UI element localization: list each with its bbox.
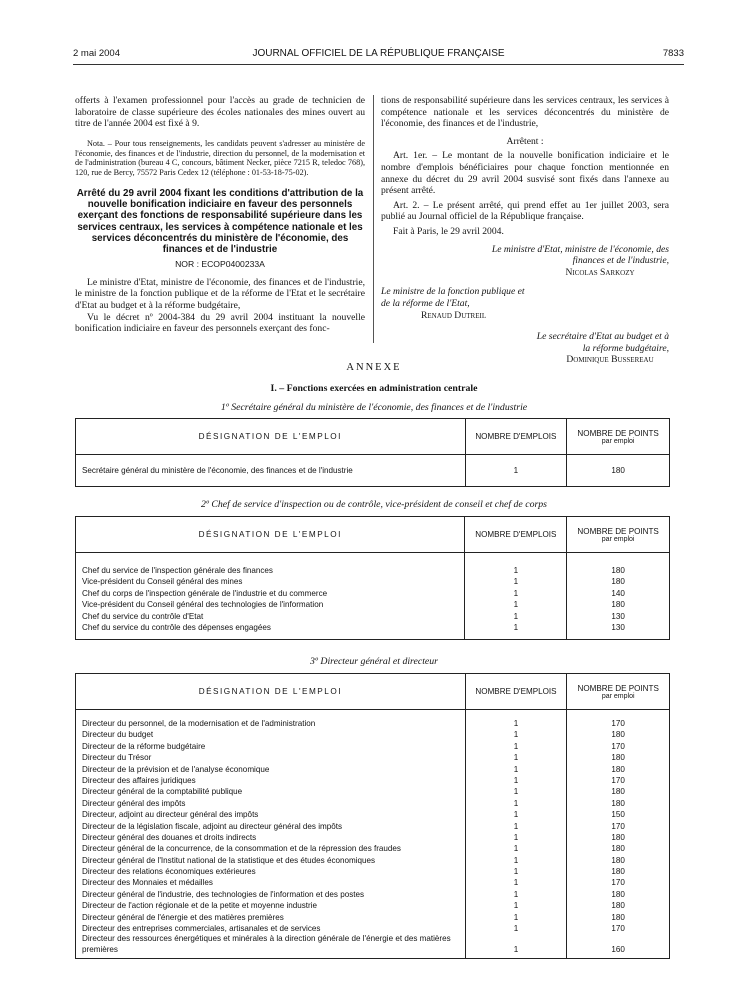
points-cell: 180 bbox=[611, 764, 625, 774]
subsection-1-title: 1º Secrétaire général du ministère de l'économie, des finances et de l'industrie bbox=[220, 402, 528, 413]
table-chefs-de-service bbox=[75, 516, 670, 640]
points-cell: 180 bbox=[611, 832, 625, 842]
table-row: Directeur général de la comptabilité publique bbox=[82, 787, 243, 797]
fait-line: Fait à Paris, le 29 avril 2004. bbox=[393, 225, 504, 237]
header-rule bbox=[73, 64, 684, 65]
table-row: Directeur général des douanes et droits indirects bbox=[82, 832, 257, 842]
points-cell: 170 bbox=[611, 821, 625, 831]
points-cell: 180 bbox=[567, 455, 670, 487]
right-column bbox=[381, 95, 669, 366]
points-cell: 150 bbox=[611, 810, 625, 820]
journal-title: JOURNAL OFFICIEL DE LA RÉPUBLIQUE FRANÇAISE bbox=[252, 48, 505, 59]
header-nombre-points: NOMBRE DE POINTS par emploi bbox=[567, 419, 670, 455]
arretent-line: Arrêtent : bbox=[506, 135, 544, 147]
table-row: Directeur général des impôts bbox=[82, 798, 186, 808]
emplois-cell: 1 bbox=[513, 577, 519, 587]
emplois-list bbox=[465, 710, 567, 959]
intro-paragraph: offerts à l'examen professionnel pour l'accès au grade de technicien de laboratoire de classe supérieure des écoles nationales des mines ouvert au titre de l'année 2004 est fixé à 9. bbox=[75, 95, 365, 130]
table-row: Secrétaire général du ministère de l'économie, des finances et de l'industrie bbox=[76, 455, 466, 487]
points-cell: 160 bbox=[611, 945, 625, 955]
points-cell: 180 bbox=[611, 912, 625, 922]
signature-1 bbox=[381, 244, 669, 279]
table-row: Directeur de la législation fiscale, adjoint au directeur général des impôts bbox=[82, 821, 343, 831]
points-list bbox=[567, 710, 670, 959]
emplois-cell: 1 bbox=[513, 798, 519, 808]
emplois-cell: 1 bbox=[513, 622, 519, 632]
subsection-3-title: 3º Directeur général et directeur bbox=[309, 656, 438, 667]
table-row: Directeur des ressources énergétiques et minérales à la direction générale de l'énergie et des matières premières bbox=[82, 934, 451, 955]
points-cell: 180 bbox=[611, 600, 625, 610]
table-row: Directeur de la prévision et de l'analyse économique bbox=[82, 764, 270, 774]
table-row: Directeur du Trésor bbox=[82, 753, 152, 763]
points-cell: 180 bbox=[611, 787, 625, 797]
designation-list bbox=[76, 710, 466, 959]
table-row: Directeur des entreprises commerciales, artisanales et de services bbox=[82, 924, 321, 934]
header-designation: DÉSIGNATION DE L'EMPLOI bbox=[76, 419, 466, 455]
preamble-paragraph: Le ministre d'Etat, ministre de l'économie, des finances et de l'industrie, le ministre de la fonction publique et de la réforme de l'Etat et le secrétaire d'Etat au budget et à la réforme budgétaire, bbox=[75, 276, 365, 311]
table-row: Directeur de l'action régionale et de la petite et moyenne industrie bbox=[82, 901, 318, 911]
emplois-cell: 1 bbox=[513, 901, 519, 911]
header-designation: DÉSIGNATION DE L'EMPLOI bbox=[76, 517, 465, 553]
points-cell: 180 bbox=[611, 855, 625, 865]
points-cell: 170 bbox=[611, 741, 625, 751]
vu-paragraph: Vu le décret nº 2004-384 du 29 avril 2004 instituant la nouvelle bonification indiciaire en faveur des personnels exerçant des fonc- bbox=[75, 311, 365, 335]
emplois-cell: 1 bbox=[513, 821, 519, 831]
emplois-cell: 1 bbox=[513, 775, 519, 785]
table-row: Chef du service du contrôle d'Etat bbox=[82, 611, 204, 621]
table-row: Vice-président du Conseil général des technologies de l'information bbox=[82, 600, 324, 610]
subsection-2-title: 2º Chef de service d'inspection ou de contrôle, vice-président de conseil et chef de corps bbox=[200, 499, 547, 510]
table-row: Chef du service du contrôle des dépenses engagées bbox=[82, 622, 271, 632]
header-nombre-emplois: NOMBRE D'EMPLOIS bbox=[465, 419, 567, 455]
signature-1-name: Nicolas Sarkozy bbox=[565, 266, 635, 278]
emplois-cell: 1 bbox=[513, 741, 519, 751]
points-list bbox=[567, 553, 670, 640]
header-nombre-points: NOMBRE DE POINTS par emploi bbox=[567, 674, 670, 710]
points-cell: 180 bbox=[611, 730, 625, 740]
emplois-cell: 1 bbox=[513, 867, 519, 877]
table-row: Directeur du personnel, de la modernisation et de l'administration bbox=[82, 719, 316, 728]
emplois-cell: 1 bbox=[513, 924, 519, 934]
emplois-cell: 1 bbox=[513, 611, 519, 621]
signature-3-title: Le secrétaire d'Etat au budget et à la réforme budgétaire, bbox=[536, 331, 669, 354]
article-2: Art. 2. – Le présent arrêté, qui prend effet au 1er juillet 2003, sera publié au Journal officiel de la République française. bbox=[381, 199, 669, 223]
table-row: Directeur, adjoint au directeur général des impôts bbox=[82, 810, 259, 820]
table-row: Directeur général de l'industrie, des technologies de l'information et des postes bbox=[82, 889, 365, 899]
signature-1-title: Le ministre d'Etat, ministre de l'économie, des finances et de l'industrie, bbox=[491, 243, 669, 267]
points-cell: 180 bbox=[611, 566, 625, 575]
emplois-cell: 1 bbox=[513, 889, 519, 899]
emplois-cell: 1 bbox=[513, 810, 519, 820]
header-nombre-points: NOMBRE DE POINTS par emploi bbox=[567, 517, 670, 553]
nota-paragraph: Nota. – Pour tous renseignements, les candidats peuvent s'adresser au ministère de l'économie, des finances et de l'industrie, direction du personnel, de la modernisation et de l'administration (bureau 4 C, concours, bâtiment Necker, pièce 7215 R, teledoc 768), 120, rue de Bercy, 75572 Paris Cedex 12 (téléphone : 01-53-18-75-02). bbox=[75, 138, 365, 178]
arrete-title: Arrêté du 29 avril 2004 fixant les conditions d'attribution de la nouvelle bonification indiciaire en faveur des personnels exerçant des fonctions de responsabilité supérieure dans les services centraux, les services à compétence nationale et les services déconcentrés du ministère de l'économie, des finances et de l'industrie bbox=[76, 187, 364, 255]
points-cell: 140 bbox=[611, 588, 625, 598]
points-cell: 180 bbox=[611, 867, 625, 877]
emplois-cell: 1 bbox=[465, 455, 567, 487]
emplois-cell: 1 bbox=[513, 912, 519, 922]
points-cell: 180 bbox=[611, 798, 625, 808]
points-cell: 170 bbox=[611, 719, 625, 728]
emplois-cell: 1 bbox=[513, 787, 519, 797]
emplois-cell: 1 bbox=[513, 855, 519, 865]
emplois-cell: 1 bbox=[513, 764, 519, 774]
table-row: Directeur de la réforme budgétaire bbox=[82, 741, 206, 751]
table-row: Directeur des relations économiques extérieures bbox=[82, 867, 256, 877]
header-nombre-emplois: NOMBRE D'EMPLOIS bbox=[465, 517, 567, 553]
points-cell: 170 bbox=[611, 924, 625, 934]
table-row: Chef du service de l'inspection générale des finances bbox=[82, 566, 273, 575]
emplois-cell: 1 bbox=[513, 588, 519, 598]
header-date: 2 mai 2004 bbox=[73, 48, 121, 59]
points-cell: 180 bbox=[611, 889, 625, 899]
signature-3 bbox=[381, 331, 669, 366]
emplois-cell: 1 bbox=[513, 730, 519, 740]
annexe-title: ANNEXE bbox=[346, 362, 402, 373]
continuation-paragraph: tions de responsabilité supérieure dans les services centraux, les services à compétence nationale et les services déconcentrés du ministère de l'économie, des finances et de l'industrie, bbox=[381, 95, 669, 130]
points-cell: 170 bbox=[611, 878, 625, 888]
points-cell: 130 bbox=[611, 611, 625, 621]
emplois-cell: 1 bbox=[513, 753, 519, 763]
header-designation: DÉSIGNATION DE L'EMPLOI bbox=[76, 674, 466, 710]
emplois-list bbox=[465, 553, 567, 640]
table-row: Directeur général de l'énergie et des matières premières bbox=[82, 912, 284, 922]
nor-reference: NOR : ECOP0400233A bbox=[175, 259, 265, 270]
table-directeurs bbox=[75, 673, 670, 959]
signature-2-name: Renaud Dutreil bbox=[421, 309, 487, 321]
column-divider bbox=[373, 95, 374, 343]
table-row: Directeur des affaires juridiques bbox=[82, 775, 196, 785]
signature-2 bbox=[381, 286, 669, 321]
points-cell: 130 bbox=[611, 622, 625, 632]
emplois-cell: 1 bbox=[513, 832, 519, 842]
emplois-cell: 1 bbox=[513, 566, 519, 575]
signature-3-name: Dominique Bussereau bbox=[566, 354, 654, 366]
article-1: Art. 1er. – Le montant de la nouvelle bonification indiciaire et le nombre d'emplois bénéficiaires pour chaque fonction mentionnée en annexe du décret du 29 avril 2004 susvisé sont fixés dans l'annexe au présent arrêté. bbox=[381, 150, 669, 197]
table-secretaire-general bbox=[75, 418, 670, 487]
signature-2-title: Le ministre de la fonction publique et de la réforme de l'Etat, bbox=[381, 286, 525, 309]
points-cell: 180 bbox=[611, 844, 625, 854]
designation-list bbox=[76, 553, 465, 640]
table-row: Chef du corps de l'inspection générale de l'industrie et du commerce bbox=[82, 588, 328, 598]
section-title: I. – Fonctions exercées en administration centrale bbox=[270, 383, 478, 394]
page-number: 7833 bbox=[662, 48, 684, 59]
points-cell: 170 bbox=[611, 775, 625, 785]
left-column bbox=[75, 95, 365, 335]
running-header bbox=[73, 48, 684, 62]
emplois-cell: 1 bbox=[513, 600, 519, 610]
emplois-cell: 1 bbox=[513, 878, 519, 888]
table-row: Directeur général de l'Institut national de la statistique et des études économiques bbox=[82, 855, 376, 865]
table-row: Directeur du budget bbox=[82, 730, 154, 740]
table-row: Directeur général de la concurrence, de la consommation et de la répression des fraudes bbox=[82, 844, 401, 854]
emplois-cell: 1 bbox=[513, 945, 519, 955]
emplois-cell: 1 bbox=[513, 844, 519, 854]
emplois-cell: 1 bbox=[513, 719, 519, 728]
points-cell: 180 bbox=[611, 577, 625, 587]
table-row: Directeur des Monnaies et médailles bbox=[82, 878, 213, 888]
points-cell: 180 bbox=[611, 753, 625, 763]
points-cell: 180 bbox=[611, 901, 625, 911]
header-nombre-emplois: NOMBRE D'EMPLOIS bbox=[465, 674, 567, 710]
table-row: Vice-président du Conseil général des mines bbox=[82, 577, 243, 587]
